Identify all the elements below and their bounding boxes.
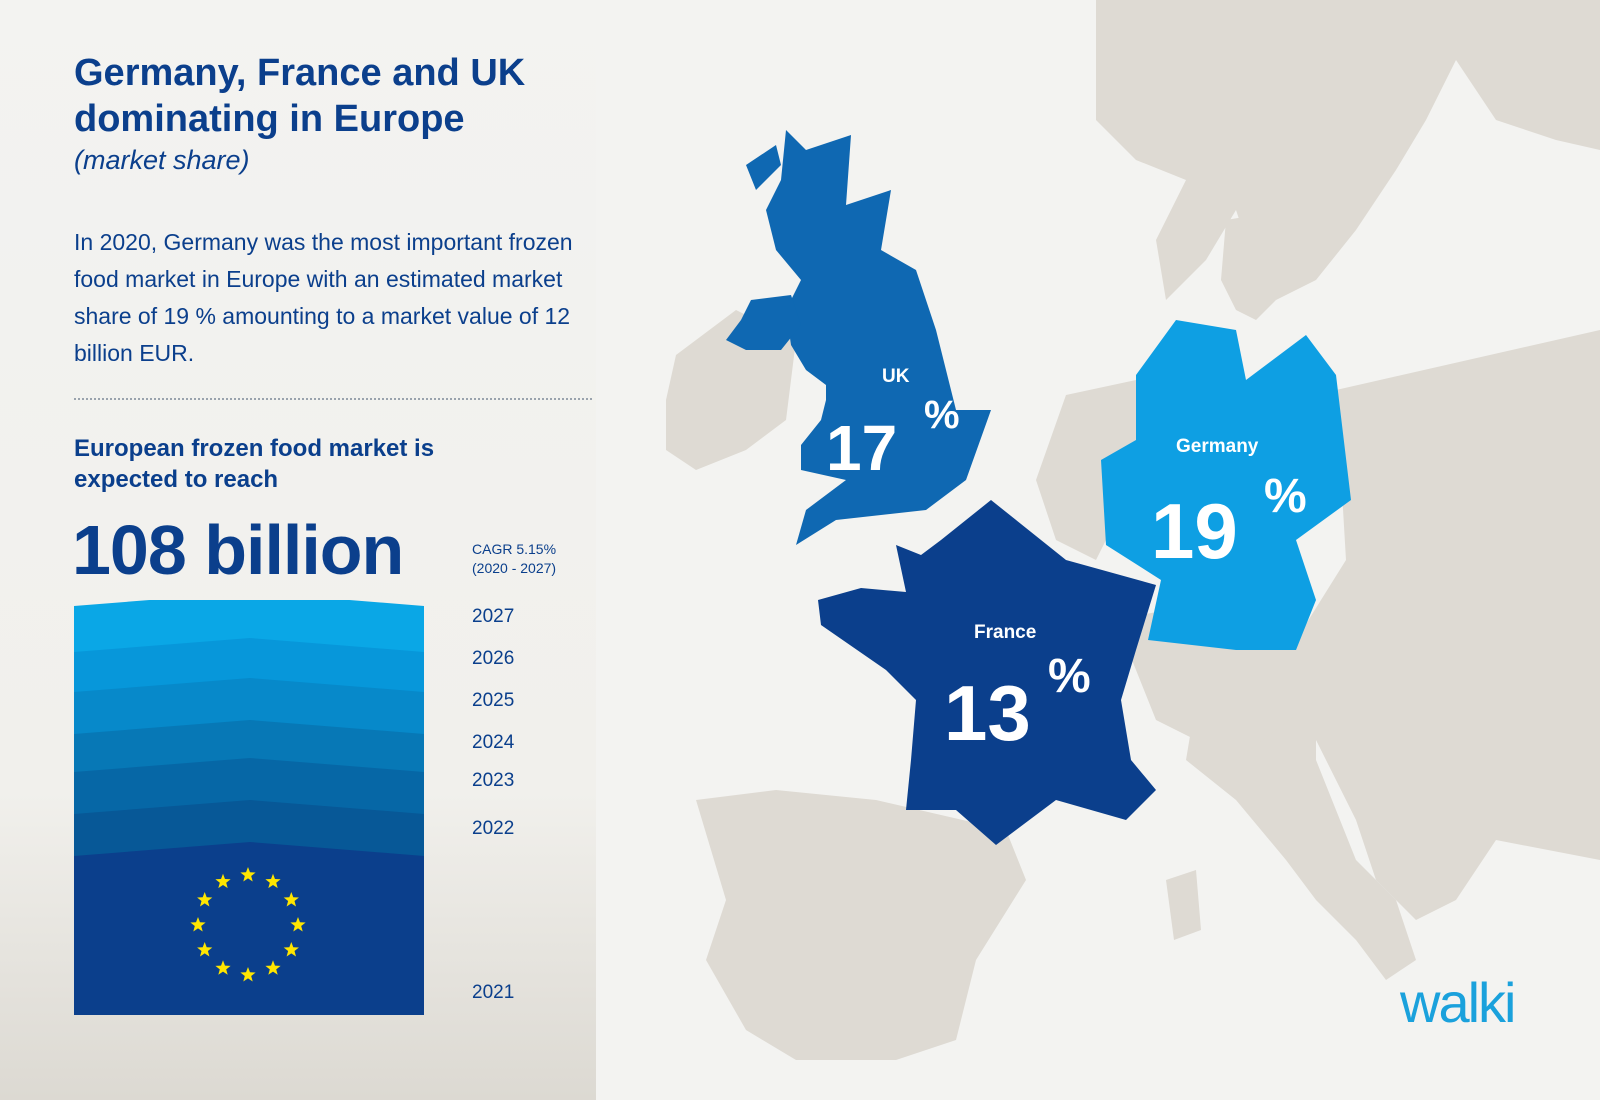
forecast-value: 108 billion: [72, 511, 404, 589]
europe-map: [596, 0, 1600, 1100]
dotted-divider: [74, 398, 592, 400]
market-growth-stack: [74, 600, 434, 1015]
france-share-value: 13: [944, 669, 1031, 757]
uk-share-value: 17: [826, 412, 898, 484]
uk-islands-shape: [746, 145, 781, 190]
walki-logo: walki: [1400, 971, 1515, 1034]
france-share-unit: %: [1048, 650, 1091, 703]
cagr-period: (2020 - 2027): [472, 560, 557, 576]
uk-country-label: UK: [882, 366, 910, 387]
year-label-2027: 2027: [472, 606, 515, 627]
stack-layer-2021: [74, 842, 424, 1015]
germany-share-unit: %: [1264, 470, 1307, 523]
year-label-2024: 2024: [472, 732, 515, 753]
germany-country-label: Germany: [1176, 436, 1259, 457]
page-subtitle: (market share): [74, 145, 250, 175]
france-country-label: France: [974, 622, 1037, 643]
iberia-shape: [696, 790, 1026, 1060]
year-label-2023: 2023: [472, 770, 515, 791]
germany-share-value: 19: [1151, 487, 1238, 575]
forecast-heading: European frozen food market is expected to reach: [74, 435, 435, 493]
year-label-2022: 2022: [472, 818, 515, 839]
year-label-2026: 2026: [472, 648, 515, 669]
year-label-2021: 2021: [472, 982, 515, 1003]
uk-share-unit: %: [924, 393, 960, 437]
cagr-rate: CAGR 5.15%: [472, 541, 557, 557]
page-title: Germany, France and UK dominating in Europe: [74, 52, 526, 140]
cagr-note: [472, 540, 556, 578]
scandinavia-shape: [1096, 0, 1600, 300]
description-text: In 2020, Germany was the most important frozen food market in Europe with an estimated market share of 19 % amounting to a market value of 12 billion EUR.: [74, 229, 573, 366]
sardinia-shape: [1166, 870, 1201, 940]
year-label-2025: 2025: [472, 690, 515, 711]
